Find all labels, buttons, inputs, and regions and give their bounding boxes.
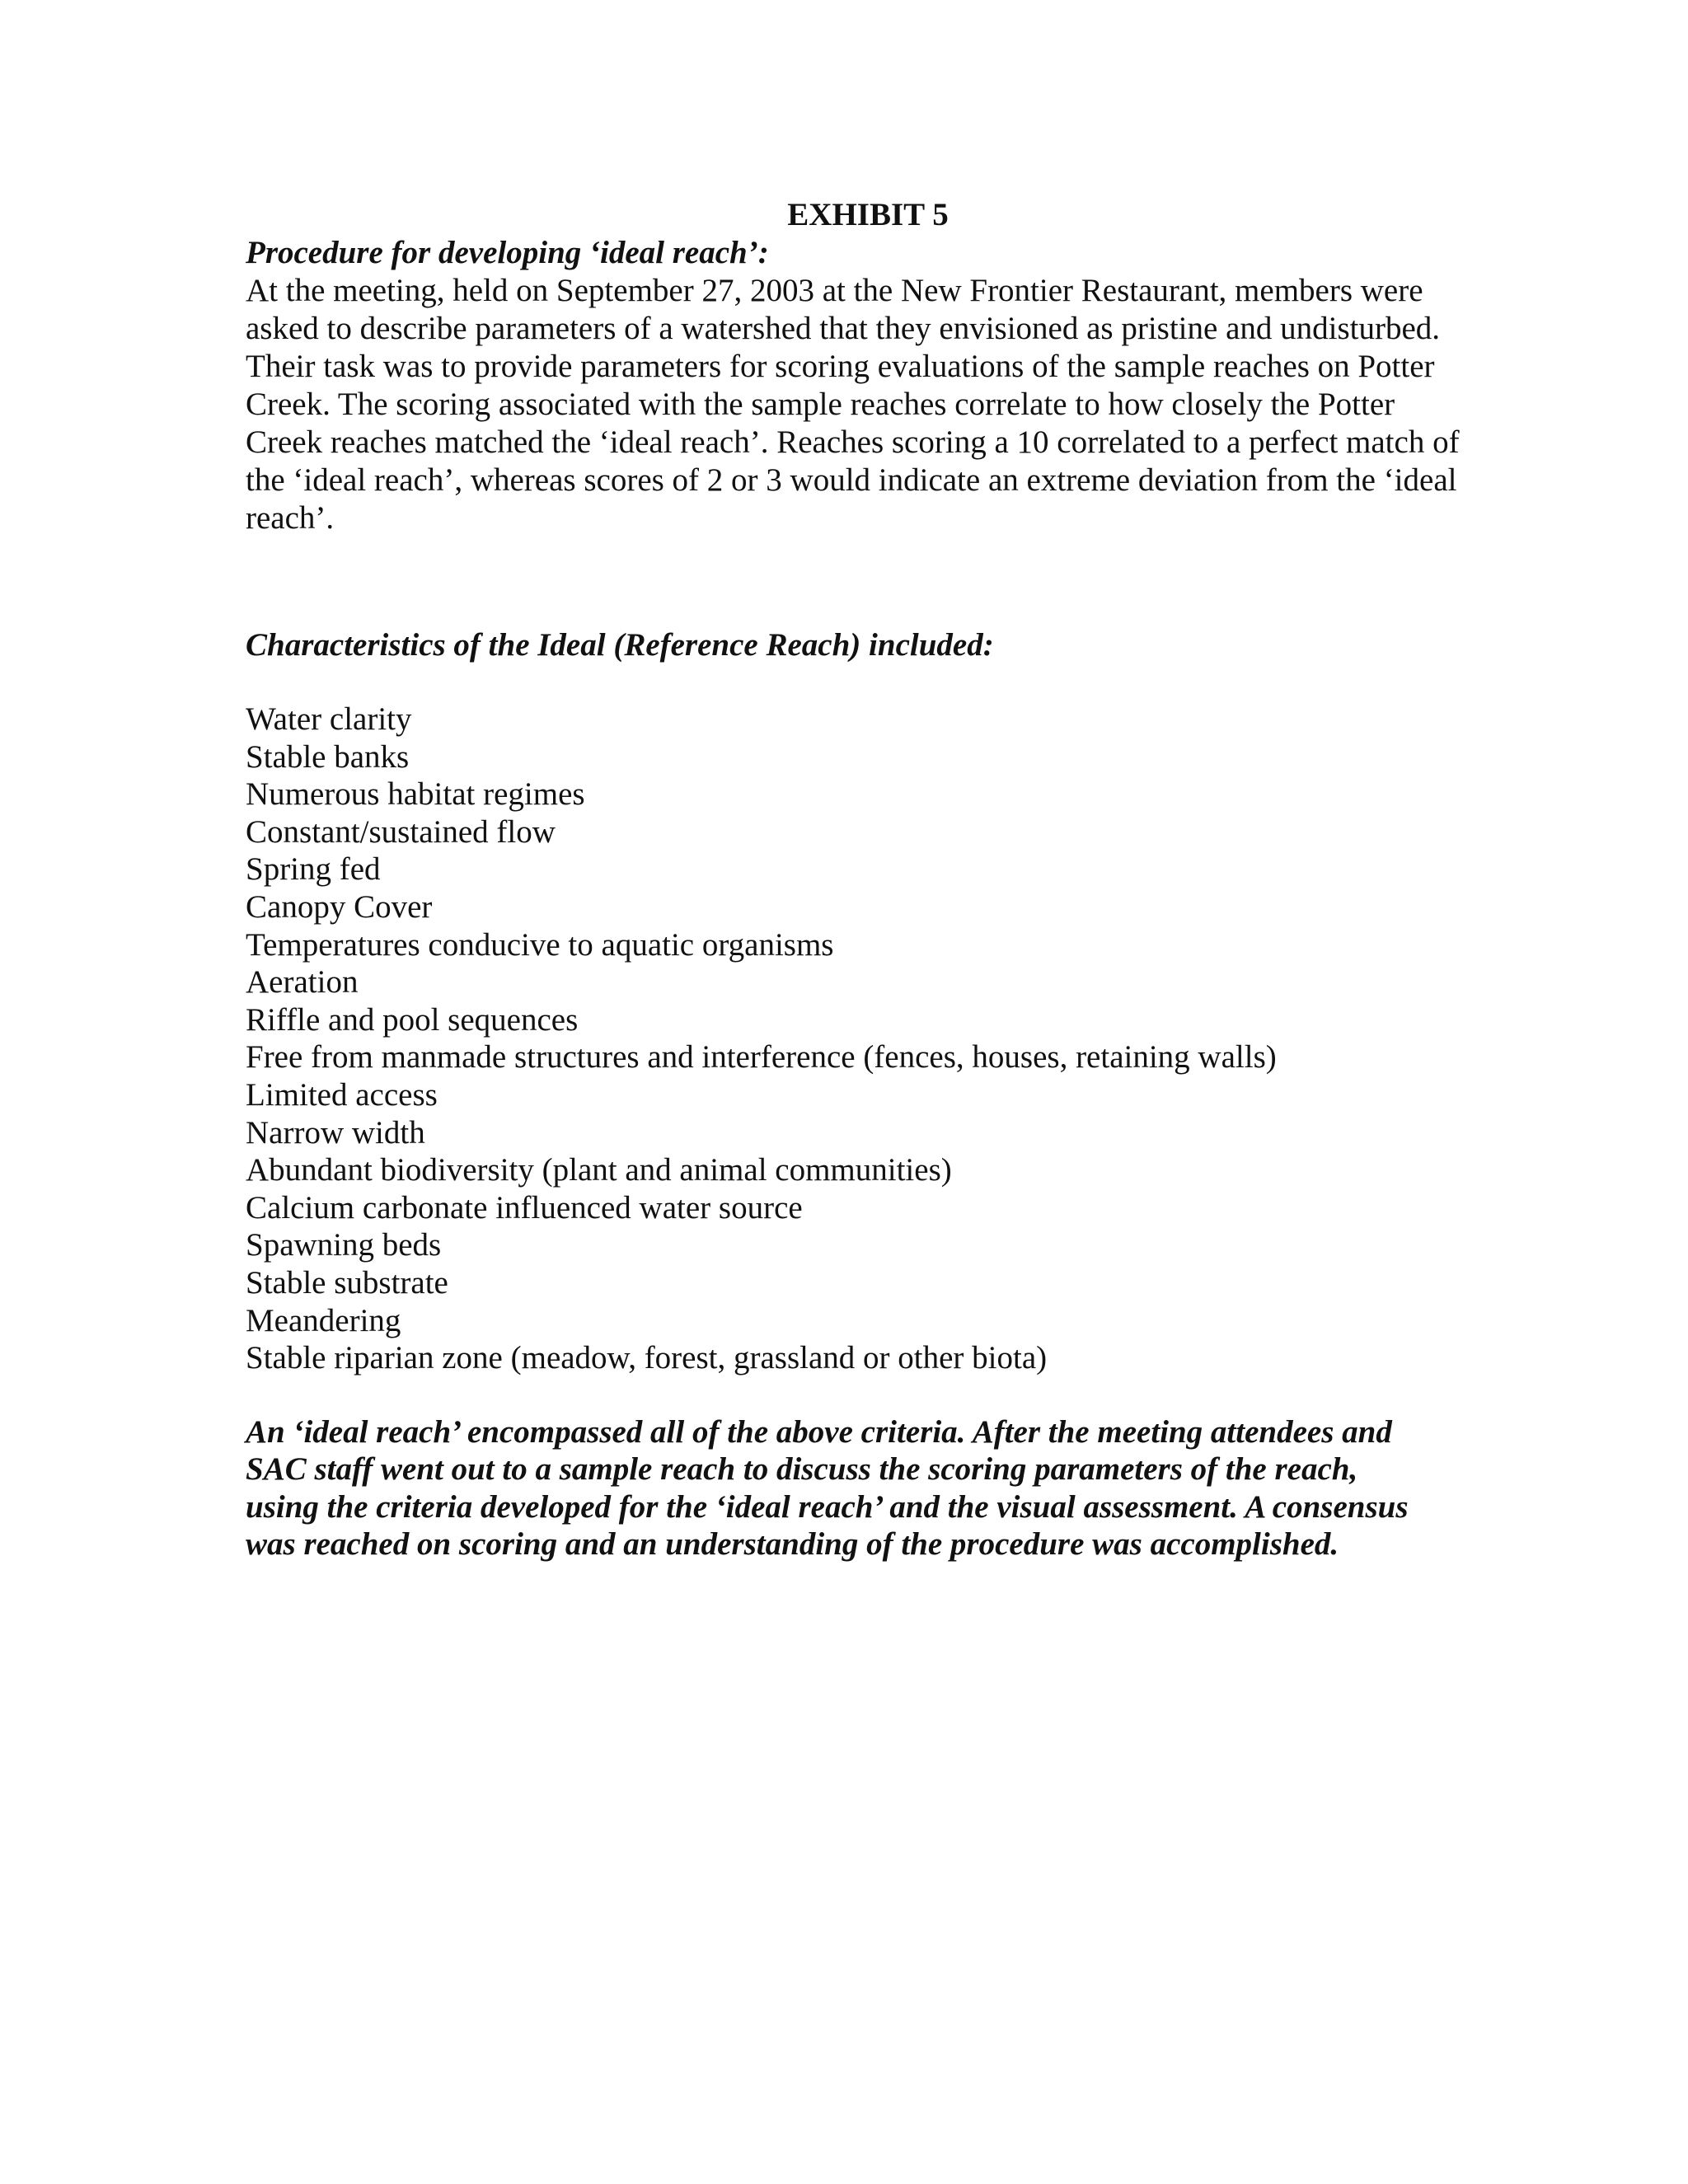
list-item: Spawning beds — [246, 1227, 442, 1263]
list-item: Riffle and pool sequences — [246, 1001, 579, 1038]
closing-paragraph: An ‘ideal reach’ encompassed all of the above criteria. After the meeting attendees and SAC staff went out to a sample reach to discuss the scoring parameters of the reach, using the criteria developed for the ‘ideal reach’ and the visual assessment. A consensus was reached on scoring and an understanding of the procedure was accomplished. — [246, 1413, 1409, 1563]
list-item: Free from manmade structures and interference (fences, houses, retaining walls) — [246, 1039, 1277, 1076]
document-page — [246, 196, 1465, 1563]
procedure-paragraph: At the meeting, held on September 27, 2003 at the New Frontier Restaurant, members were asked to describe parameters of a watershed that they envisioned as pristine and undisturbed. Their task was to provide parameters for scoring evaluations of the sample reaches on Potter Creek. The scoring associated with the sample reaches correlate to how closely the Potter Creek reaches matched the ‘ideal reach’. Reaches scoring a 10 correlated to a perfect match of the ‘ideal reach’, whereas scores of 2 or 3 would indicate an extreme deviation from the ‘ideal reach’. — [246, 273, 1460, 536]
list-item: Calcium carbonate influenced water source — [246, 1189, 803, 1226]
list-item: Meandering — [246, 1302, 401, 1338]
list-item: Limited access — [246, 1076, 438, 1113]
list-item: Stable banks — [246, 738, 410, 775]
list-item: Constant/sustained flow — [246, 813, 556, 850]
list-item: Stable riparian zone (meadow, forest, grassland or other biota) — [246, 1340, 1048, 1376]
list-item: Stable substrate — [246, 1264, 448, 1301]
list-item: Water clarity — [246, 701, 412, 737]
list-item: Aeration — [246, 964, 359, 1001]
list-item: Abundant biodiversity (plant and animal communities) — [246, 1152, 952, 1188]
list-item: Numerous habitat regimes — [246, 776, 585, 813]
list-item: Narrow width — [246, 1114, 425, 1151]
list-item: Temperatures conducive to aquatic organisms — [246, 926, 834, 963]
list-item: Spring fed — [246, 851, 381, 888]
exhibit-title: EXHIBIT 5 — [787, 197, 949, 232]
procedure-heading: Procedure for developing ‘ideal reach’: — [246, 235, 769, 270]
characteristics-heading: Characteristics of the Ideal (Reference Reach) included: — [246, 627, 994, 663]
characteristics-list — [246, 701, 1465, 1377]
list-item: Canopy Cover — [246, 888, 433, 925]
